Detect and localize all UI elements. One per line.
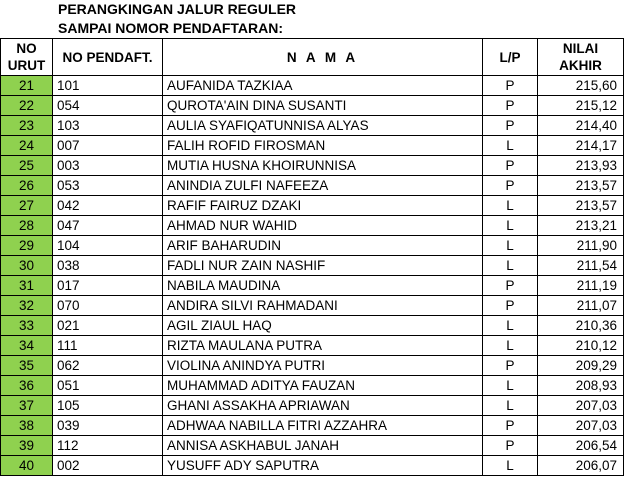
- cell-lp: L: [483, 236, 538, 256]
- cell-lp: P: [483, 116, 538, 136]
- cell-no-pendaftaran: 002: [53, 456, 163, 476]
- cell-no-urut: 39: [1, 436, 53, 456]
- table-row: [1, 76, 624, 96]
- cell-nama: FADLI NUR ZAIN NASHIF: [163, 256, 483, 276]
- ranking-table: [0, 38, 624, 476]
- cell-no-pendaftaran: 070: [53, 296, 163, 316]
- cell-no-pendaftaran: 054: [53, 96, 163, 116]
- table-row: [1, 336, 624, 356]
- cell-no-pendaftaran: 039: [53, 416, 163, 436]
- sheet-heading: [58, 0, 296, 38]
- table-row: [1, 236, 624, 256]
- header-no-urut: NO URUT: [1, 39, 53, 76]
- cell-lp: P: [483, 176, 538, 196]
- cell-nilai-akhir: 210,12: [538, 336, 624, 356]
- cell-nilai-akhir: 206,07: [538, 456, 624, 476]
- cell-nama: YUSUFF ADY SAPUTRA: [163, 456, 483, 476]
- cell-nilai-akhir: 206,54: [538, 436, 624, 456]
- cell-nama: NABILA MAUDINA: [163, 276, 483, 296]
- header-lp: L/P: [483, 39, 538, 76]
- cell-no-urut: 35: [1, 356, 53, 376]
- cell-nama: ADHWAA NABILLA FITRI AZZAHRA: [163, 416, 483, 436]
- table-row: [1, 316, 624, 336]
- cell-nilai-akhir: 214,40: [538, 116, 624, 136]
- cell-no-pendaftaran: 047: [53, 216, 163, 236]
- cell-no-urut: 26: [1, 176, 53, 196]
- cell-no-pendaftaran: 021: [53, 316, 163, 336]
- cell-no-pendaftaran: 051: [53, 376, 163, 396]
- cell-nama: RAFIF FAIRUZ DZAKI: [163, 196, 483, 216]
- cell-lp: L: [483, 376, 538, 396]
- cell-nilai-akhir: 214,17: [538, 136, 624, 156]
- cell-no-pendaftaran: 053: [53, 176, 163, 196]
- cell-no-urut: 22: [1, 96, 53, 116]
- cell-lp: L: [483, 136, 538, 156]
- cell-nama: MUTIA HUSNA KHOIRUNNISA: [163, 156, 483, 176]
- cell-nama: GHANI ASSAKHA APRIAWAN: [163, 396, 483, 416]
- cell-no-pendaftaran: 112: [53, 436, 163, 456]
- cell-lp: P: [483, 76, 538, 96]
- table-row: [1, 356, 624, 376]
- cell-no-urut: 25: [1, 156, 53, 176]
- cell-nama: ANNISA ASKHABUL JANAH: [163, 436, 483, 456]
- cell-lp: P: [483, 296, 538, 316]
- cell-nilai-akhir: 207,03: [538, 416, 624, 436]
- table-header-row: [1, 39, 624, 76]
- cell-lp: L: [483, 196, 538, 216]
- cell-no-urut: 30: [1, 256, 53, 276]
- cell-nama: RIZTA MAULANA PUTRA: [163, 336, 483, 356]
- table-row: [1, 136, 624, 156]
- cell-no-urut: 21: [1, 76, 53, 96]
- cell-lp: L: [483, 336, 538, 356]
- cell-nilai-akhir: 213,93: [538, 156, 624, 176]
- cell-nama: MUHAMMAD ADITYA FAUZAN: [163, 376, 483, 396]
- cell-nama: QUROTA'AIN DINA SUSANTI: [163, 96, 483, 116]
- cell-no-urut: 40: [1, 456, 53, 476]
- cell-nama: ARIF BAHARUDIN: [163, 236, 483, 256]
- cell-lp: P: [483, 156, 538, 176]
- cell-nilai-akhir: 211,90: [538, 236, 624, 256]
- cell-nilai-akhir: 208,93: [538, 376, 624, 396]
- cell-no-urut: 38: [1, 416, 53, 436]
- cell-no-pendaftaran: 111: [53, 336, 163, 356]
- cell-nama: ANINDIA ZULFI NAFEEZA: [163, 176, 483, 196]
- cell-nama: AHMAD NUR WAHID: [163, 216, 483, 236]
- cell-no-pendaftaran: 062: [53, 356, 163, 376]
- cell-nilai-akhir: 207,03: [538, 396, 624, 416]
- table-row: [1, 116, 624, 136]
- table-row: [1, 436, 624, 456]
- cell-nilai-akhir: 209,29: [538, 356, 624, 376]
- cell-no-pendaftaran: 003: [53, 156, 163, 176]
- cell-lp: P: [483, 416, 538, 436]
- cell-no-urut: 31: [1, 276, 53, 296]
- cell-nama: AUFANIDA TAZKIAA: [163, 76, 483, 96]
- header-nilai-akhir: NILAI AKHIR: [538, 39, 624, 76]
- cell-no-urut: 37: [1, 396, 53, 416]
- cell-no-pendaftaran: 103: [53, 116, 163, 136]
- cell-no-urut: 32: [1, 296, 53, 316]
- table-row: [1, 256, 624, 276]
- cell-no-pendaftaran: 104: [53, 236, 163, 256]
- heading-line-1: PERANGKINGAN JALUR REGULER: [58, 1, 297, 17]
- cell-lp: P: [483, 356, 538, 376]
- cell-no-pendaftaran: 007: [53, 136, 163, 156]
- cell-nilai-akhir: 211,19: [538, 276, 624, 296]
- table-row: [1, 396, 624, 416]
- cell-lp: L: [483, 456, 538, 476]
- table-row: [1, 376, 624, 396]
- cell-nilai-akhir: 213,21: [538, 216, 624, 236]
- header-nama: N A M A: [163, 39, 483, 76]
- table-row: [1, 456, 624, 476]
- cell-nilai-akhir: 215,12: [538, 96, 624, 116]
- cell-lp: P: [483, 96, 538, 116]
- cell-nama: ANDIRA SILVI RAHMADANI: [163, 296, 483, 316]
- cell-no-urut: 27: [1, 196, 53, 216]
- cell-nama: AULIA SYAFIQATUNNISA ALYAS: [163, 116, 483, 136]
- cell-nama: FALIH ROFID FIROSMAN: [163, 136, 483, 156]
- cell-nama: AGIL ZIAUL HAQ: [163, 316, 483, 336]
- cell-nilai-akhir: 213,57: [538, 196, 624, 216]
- cell-no-urut: 36: [1, 376, 53, 396]
- cell-lp: P: [483, 436, 538, 456]
- cell-nilai-akhir: 211,54: [538, 256, 624, 276]
- cell-no-pendaftaran: 105: [53, 396, 163, 416]
- cell-no-urut: 29: [1, 236, 53, 256]
- cell-nilai-akhir: 210,36: [538, 316, 624, 336]
- cell-no-urut: 28: [1, 216, 53, 236]
- cell-lp: L: [483, 396, 538, 416]
- table-row: [1, 216, 624, 236]
- table-row: [1, 176, 624, 196]
- table-row: [1, 416, 624, 436]
- table-row: [1, 296, 624, 316]
- cell-no-urut: 23: [1, 116, 53, 136]
- cell-no-urut: 33: [1, 316, 53, 336]
- table-row: [1, 196, 624, 216]
- cell-nilai-akhir: 211,07: [538, 296, 624, 316]
- header-no-pendaftaran: NO PENDAFT.: [53, 39, 163, 76]
- cell-lp: P: [483, 276, 538, 296]
- table-row: [1, 156, 624, 176]
- cell-no-pendaftaran: 042: [53, 196, 163, 216]
- cell-no-urut: 34: [1, 336, 53, 356]
- heading-line-2: SAMPAI NOMOR PENDAFTARAN:: [58, 20, 284, 36]
- cell-lp: L: [483, 316, 538, 336]
- cell-nilai-akhir: 213,57: [538, 176, 624, 196]
- cell-no-urut: 24: [1, 136, 53, 156]
- cell-no-pendaftaran: 017: [53, 276, 163, 296]
- table-row: [1, 96, 624, 116]
- cell-nama: VIOLINA ANINDYA PUTRI: [163, 356, 483, 376]
- cell-nilai-akhir: 215,60: [538, 76, 624, 96]
- table-row: [1, 276, 624, 296]
- cell-lp: L: [483, 256, 538, 276]
- cell-lp: L: [483, 216, 538, 236]
- cell-no-pendaftaran: 101: [53, 76, 163, 96]
- cell-no-pendaftaran: 038: [53, 256, 163, 276]
